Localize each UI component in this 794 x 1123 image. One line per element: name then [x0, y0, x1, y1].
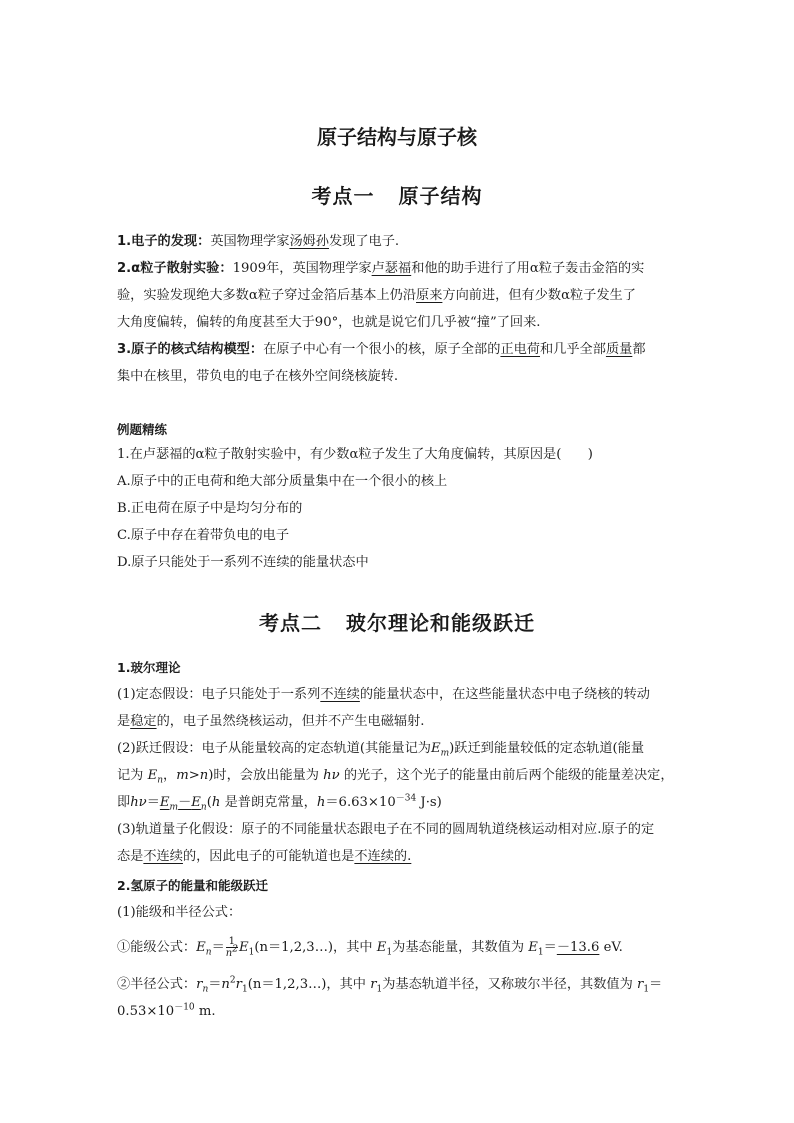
s2-heading-2: 2.氢原子的能量和能级跃迁 — [117, 878, 268, 893]
section-1-name: 原子结构 — [398, 184, 483, 208]
option-c: C.原子中存在着带负电的电子 — [117, 528, 290, 543]
s2-line-b3: 即$h\nu=E_m-E_n(h$ 是普朗克常量，$h=6.63\times 10^{-34}$ J·s) — [117, 793, 442, 813]
section-2-heading — [0, 607, 794, 636]
s1-line-2: 2.α粒子散射实验：1909年，英国物理学家卢瑟福和他的助手进行了用α粒子轰击金箔的实 — [117, 261, 645, 276]
s2-line-energy-formula: ①能级公式：$E_n=$ $\frac{1}{n^2}$ $E_1(n=1,2,3\dots)$，其中 $E_1$为基态能量，其数值为 $E_1=-13.6$ eV. — [117, 936, 623, 959]
page-title: 原子结构与原子核 — [317, 125, 477, 149]
s1-line-5: 3.原子的核式结构模型：在原子中心有一个很小的核，原子全部的正电荷和几乎全部质量都 — [117, 342, 646, 357]
section-1-heading — [0, 180, 794, 209]
section-2-name: 玻尔理论和能级跃迁 — [346, 611, 535, 635]
s2-line-radius-formula: ②半径公式：$r_n=n^2r_1(n=1,2,3\dots)$，其中 $r_1$为基态轨道半径，又称玻尔半径，其数值为 $r_1=$ — [117, 975, 663, 995]
s2-line-c1: (3)轨道量子化假设：原子的不同能量状态跟电子在不同的圆周轨道绕核运动相对应.原子的定 — [117, 822, 655, 837]
energy-fraction: $\frac{1}{n^2}$ — [225, 936, 238, 959]
option-d: D.原子只能处于一系列不连续的能量状态中 — [117, 555, 369, 570]
section-2-label: 考点二 — [259, 611, 322, 635]
example-heading: 例题精练 — [117, 422, 168, 437]
example-question: 1.在卢瑟福的α粒子散射实验中，有少数α粒子发生了大角度偏转，其原因是( ) — [117, 447, 593, 462]
s1-line-4: 大角度偏转，偏转的角度甚至大于90°，也就是说它们几乎被“撞”了回来. — [117, 315, 541, 330]
s1-line-3: 验，实验发现绝大多数α粒子穿过金箔后基本上仍沿原来方向前进，但有少数α粒子发生了 — [117, 288, 636, 303]
s2-line-a1: (1)定态假设：电子只能处于一系列不连续的能量状态中，在这些能量状态中电子绕核的转动 — [117, 687, 650, 702]
section-1-label: 考点一 — [311, 184, 375, 208]
option-b: B.正电荷在原子中是均匀分布的 — [117, 501, 303, 516]
s2-line-d1: (1)能级和半径公式： — [117, 905, 242, 920]
s2-line-c2: 态是不连续的，因此电子的可能轨道也是不连续的. — [117, 849, 412, 864]
option-a: A.原子中的正电荷和绝大部分质量集中在一个很小的核上 — [117, 474, 448, 489]
s2-line-a2: 是稳定的，电子虽然绕核运动，但并不产生电磁辐射. — [117, 714, 425, 729]
s2-line-b1: (2)跃迁假设：电子从能量较高的定态轨道(其能量记为$E_m$)跃迁到能量较低的定态轨道(能量 — [117, 741, 645, 759]
s2-line-radius-value: $0.53\times 10^{-10}$ m. — [117, 1002, 216, 1019]
s2-heading-1: 1.玻尔理论 — [117, 660, 181, 675]
s2-line-b2: 记为 $E_n$，m>n)时，会放出能量为 hν 的光子，这个光子的能量由前后两个能级的能量差决定， — [117, 768, 674, 786]
s1-line-6: 集中在核里，带负电的电子在核外空间绕核旋转. — [117, 369, 399, 384]
s1-line-1: 1.电子的发现：英国物理学家汤姆孙发现了电子. — [117, 234, 400, 249]
